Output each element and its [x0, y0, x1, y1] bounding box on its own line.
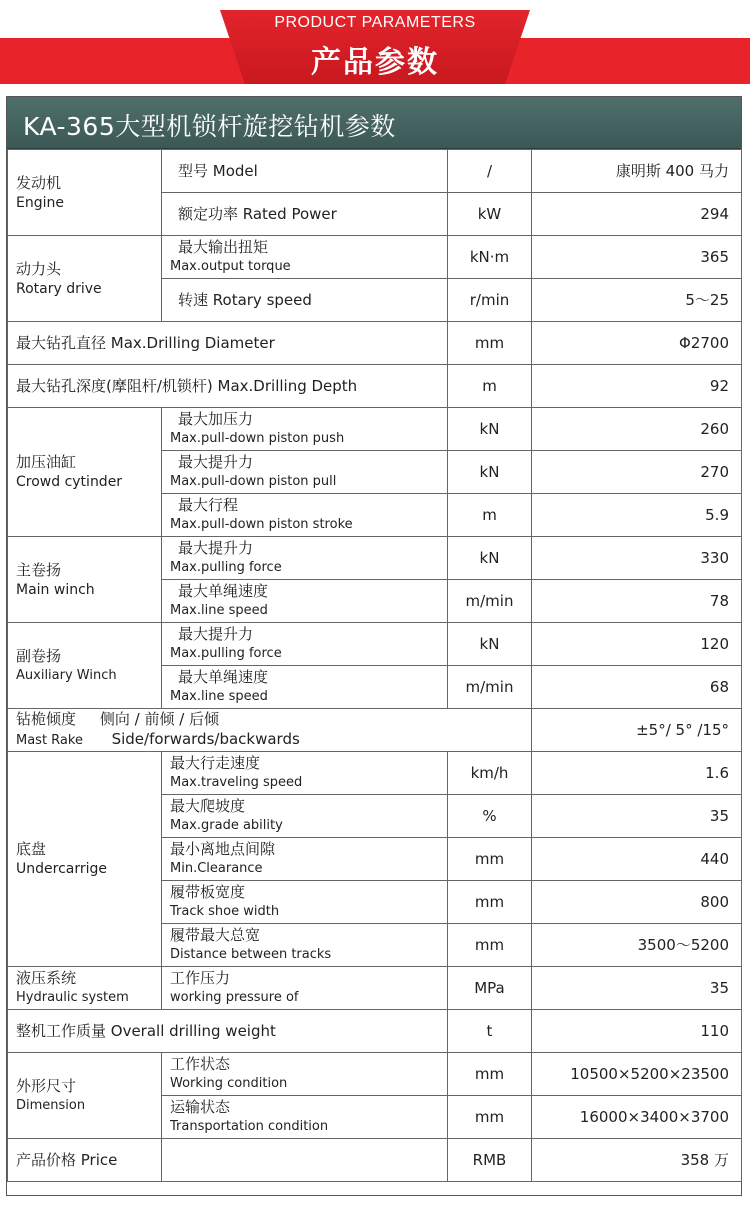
param-unit: kN [448, 408, 532, 451]
param-unit: mm [448, 322, 532, 365]
group-aux-winch: 副卷扬 Auxiliary Winch [8, 623, 162, 709]
table-row [8, 1010, 742, 1053]
param-unit: m/min [448, 580, 532, 623]
param-label: 最小离地点间隙 Min.Clearance [162, 838, 448, 881]
table-title-bar [7, 97, 741, 149]
table-row [8, 709, 742, 752]
table-row [8, 322, 742, 365]
param-unit: kN·m [448, 236, 532, 279]
header-banner [0, 0, 750, 88]
param-label: 型号 Model [162, 150, 448, 193]
param-label: 工作压力 working pressure of [162, 967, 448, 1010]
empty-cell [162, 1139, 448, 1182]
param-value: 5～25 [532, 279, 742, 322]
param-value: 365 [532, 236, 742, 279]
group-dimension: 外形尺寸 Dimension [8, 1053, 162, 1139]
param-label: 产品价格 Price [8, 1139, 162, 1182]
param-label: 最大钻孔深度(摩阻杆/机锁杆) Max.Drilling Depth [8, 365, 448, 408]
param-value: 120 [532, 623, 742, 666]
group-crowd: 加压油缸 Crowd cytinder [8, 408, 162, 537]
param-value: 康明斯 400 马力 [532, 150, 742, 193]
parameters-table-container [6, 96, 742, 1196]
param-value: 3500～5200 [532, 924, 742, 967]
param-unit: r/min [448, 279, 532, 322]
param-unit: mm [448, 881, 532, 924]
param-value: 68 [532, 666, 742, 709]
param-value: 35 [532, 967, 742, 1010]
group-hydraulic: 液压系统 Hydraulic system [8, 967, 162, 1010]
param-value: 358 万 [532, 1139, 742, 1182]
group-rotary: 动力头 Rotary drive [8, 236, 162, 322]
param-label: 额定功率 Rated Power [162, 193, 448, 236]
param-unit: MPa [448, 967, 532, 1010]
param-value: 92 [532, 365, 742, 408]
param-unit: t [448, 1010, 532, 1053]
param-label: 履带最大总宽 Distance between tracks [162, 924, 448, 967]
param-unit: kW [448, 193, 532, 236]
param-label: 最大提升力 Max.pulling force [162, 623, 448, 666]
param-value: 294 [532, 193, 742, 236]
table-row [8, 967, 742, 1010]
group-engine: 发动机 Engine [8, 150, 162, 236]
param-value: 5.9 [532, 494, 742, 537]
param-label: 最大加压力 Max.pull-down piston push [162, 408, 448, 451]
param-unit: m/min [448, 666, 532, 709]
param-unit: mm [448, 838, 532, 881]
param-label: 最大提升力 Max.pull-down piston pull [162, 451, 448, 494]
param-value: Φ2700 [532, 322, 742, 365]
param-value: 78 [532, 580, 742, 623]
param-unit: % [448, 795, 532, 838]
param-value: 1.6 [532, 752, 742, 795]
param-value: 110 [532, 1010, 742, 1053]
param-unit: km/h [448, 752, 532, 795]
table-row [8, 1139, 742, 1182]
param-value: 330 [532, 537, 742, 580]
param-value: 16000×3400×3700 [532, 1096, 742, 1139]
param-value: 440 [532, 838, 742, 881]
group-mast-rake: 钻桅倾度 侧向 / 前倾 / 后倾 Mast Rake Side/forwards/backwards [8, 709, 532, 752]
param-unit: m [448, 365, 532, 408]
param-unit: kN [448, 623, 532, 666]
param-unit: RMB [448, 1139, 532, 1182]
param-label: 运输状态 Transportation condition [162, 1096, 448, 1139]
group-main-winch: 主卷扬 Main winch [8, 537, 162, 623]
table-row [8, 537, 742, 580]
table-title: KA-365大型机锁杆旋挖钻机参数 [23, 112, 396, 141]
param-unit: kN [448, 451, 532, 494]
param-value: 260 [532, 408, 742, 451]
param-label: 工作状态 Working condition [162, 1053, 448, 1096]
param-label: 最大行走速度 Max.traveling speed [162, 752, 448, 795]
param-value: ±5°/ 5° /15° [532, 709, 742, 752]
param-value: 270 [532, 451, 742, 494]
param-label: 最大单绳速度 Max.line speed [162, 666, 448, 709]
param-value: 10500×5200×23500 [532, 1053, 742, 1096]
param-unit: mm [448, 1053, 532, 1096]
param-label: 整机工作质量 Overall drilling weight [8, 1010, 448, 1053]
param-label: 转速 Rotary speed [162, 279, 448, 322]
table-row [8, 365, 742, 408]
table-row [8, 752, 742, 795]
param-label: 最大提升力 Max.pulling force [162, 537, 448, 580]
param-value: 35 [532, 795, 742, 838]
param-label: 最大输出扭矩 Max.output torque [162, 236, 448, 279]
banner-chinese-title: 产品参数 [311, 45, 439, 80]
param-label: 最大单绳速度 Max.line speed [162, 580, 448, 623]
table-row [8, 623, 742, 666]
param-unit: kN [448, 537, 532, 580]
param-label: 履带板宽度 Track shoe width [162, 881, 448, 924]
param-unit: mm [448, 924, 532, 967]
param-label: 最大行程 Max.pull-down piston stroke [162, 494, 448, 537]
param-value: 800 [532, 881, 742, 924]
param-unit: m [448, 494, 532, 537]
param-unit: mm [448, 1096, 532, 1139]
param-label: 最大爬坡度 Max.grade ability [162, 795, 448, 838]
param-unit: / [448, 150, 532, 193]
table-row [8, 1053, 742, 1096]
parameters-table [7, 149, 742, 1182]
group-undercarriage: 底盘 Undercarrige [8, 752, 162, 967]
banner-english-title: PRODUCT PARAMETERS [274, 14, 476, 31]
param-label: 最大钻孔直径 Max.Drilling Diameter [8, 322, 448, 365]
table-row [8, 408, 742, 451]
table-row [8, 236, 742, 279]
table-row [8, 150, 742, 193]
